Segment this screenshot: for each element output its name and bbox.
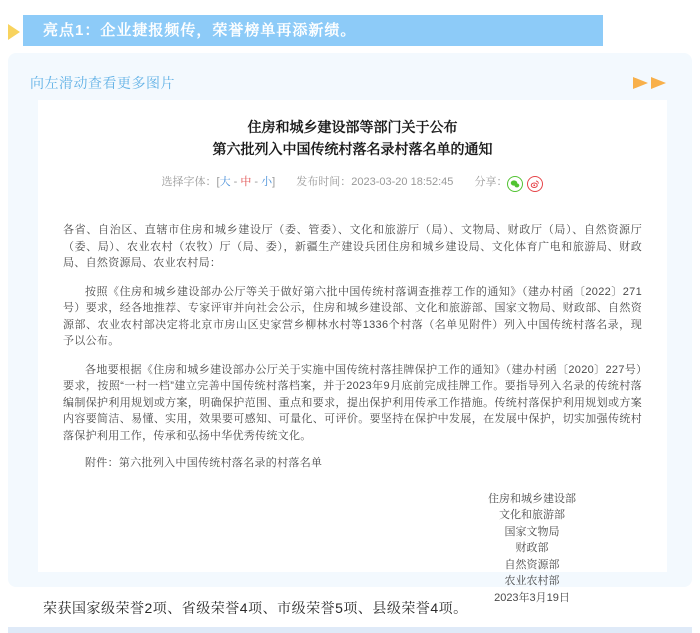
notice-title (63, 116, 642, 160)
swipe-hint-label: 向左滑动查看更多图片 (30, 75, 175, 91)
font-size-small-link[interactable]: 小 (261, 176, 273, 188)
notice-paragraph: 各省、自治区、直辖市住房和城乡建设厅（委、管委）、文化和旅游厅（局）、文物局、财政厅（局）、自然资源厅（委、局）、农业农村（农牧）厅（局、委），新疆生产建设兵团住房和城乡建设局、文化体育广电和旅游局、财政局、自然资源局、农业农村局： (63, 224, 642, 269)
highlight-banner: 亮点1：企业捷报频传，荣誉榜单再添新绩。 (23, 15, 603, 46)
yellow-triangle-marker-icon (8, 24, 20, 40)
publish-time-label: 发布时间： (296, 176, 352, 188)
share-icons (507, 176, 543, 192)
notice-title-line1: 住房和城乡建设部等部门关于公布 (247, 119, 458, 135)
font-size-medium-link[interactable]: 中 (240, 176, 252, 188)
signature-agency: 国家文物局 (504, 525, 560, 538)
notice-meta-row (63, 173, 642, 192)
publish-time-value: 2023-03-20 18:52:45 (351, 176, 454, 188)
highlight-banner-row (8, 15, 603, 46)
signature-agency: 农业农村部 (504, 575, 560, 587)
notice-attachment-line: 附件：第六批列入中国传统村落名录的村落名单 (85, 457, 323, 469)
weibo-glyph (530, 179, 540, 189)
font-size-selector (162, 176, 276, 188)
honors-summary-text: 荣获国家级荣誉2项、省级荣誉4项、市级荣誉5项、县级荣誉4项。 (43, 600, 468, 616)
signature-date: 2023年3月19日 (494, 591, 570, 604)
wechat-share-icon[interactable] (507, 176, 523, 192)
font-size-separator: - (230, 176, 241, 188)
right-arrow-icon (633, 77, 648, 89)
image-gallery-panel (8, 53, 692, 604)
gallery-header (8, 53, 692, 93)
next-images-button[interactable] (633, 77, 666, 89)
signature-agency: 财政部 (515, 542, 549, 554)
next-section-edge (8, 627, 692, 633)
wechat-glyph (510, 179, 520, 189)
notice-title-line2: 第六批列入中国传统村落名录村落名单的通知 (212, 141, 493, 157)
signature-agency: 住房和城乡建设部 (488, 492, 576, 505)
share-group (474, 176, 543, 188)
notice-paragraph: 按照《住房和城乡建设部办公厅等关于做好第六批中国传统村落调查推荐工作的通知》（建办村函〔2022〕271号）要求，经各地推荐、专家评审并向社会公示，住房和城乡建设部、文化和旅游部、国家文物局、财政部、自然资源部、农业农村部决定将北京市房山区史家营乡柳林水村等1336个村落（名单见附件）列入中国传统村落名录，现予以公布。 (63, 285, 642, 347)
notice-paragraph: 各地要根据《住房和城乡建设部办公厅关于实施中国传统村落挂牌保护工作的通知》（建办村函〔2020〕227号）要求，按照“一村一档”建立完善中国传统村落档案，并于2023年9月底前完成挂牌工作。要指导列入名录的传统村落编制保护利用规划或方案，明确保护范围、重点和要求，提出保护利用传承工作措施。传统村落保护利用规划或方案内容要简洁、易懂、实用，效果要可感知、可量化、可评价。要坚持在保护中发展，在发展中保护，切实加强传统村落保护利用工作，传承和弘扬中华优秀传统文化。 (63, 363, 642, 442)
font-size-large-link[interactable]: 大 (219, 176, 231, 188)
weibo-share-icon[interactable] (527, 176, 543, 192)
right-arrow-icon (651, 77, 666, 89)
signature-agency: 文化和旅游部 (499, 509, 565, 521)
share-label: 分享： (474, 176, 508, 188)
notice-document-image[interactable] (38, 100, 667, 604)
font-size-label: 选择字体：[ (161, 176, 220, 188)
font-size-bracket: ] (272, 176, 276, 188)
signature-agency: 自然资源部 (504, 558, 560, 571)
signature-block (422, 491, 642, 607)
publish-time-group (296, 176, 453, 188)
font-size-separator: - (251, 176, 262, 188)
